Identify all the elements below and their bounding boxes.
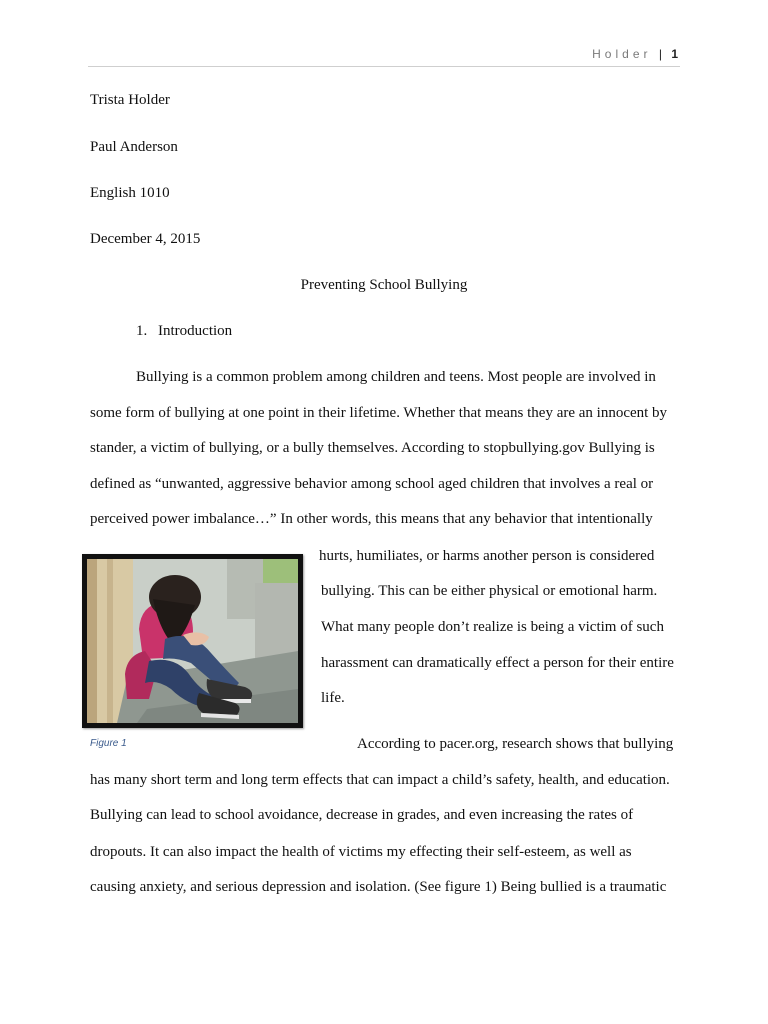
body-line: What many people don’t realize is being a victim of such (321, 619, 664, 635)
body-line: defined as “unwanted, aggressive behavior among school aged children that involves a real or (90, 476, 654, 492)
section-number: 1. (136, 323, 148, 339)
body-line: perceived power imbalance…” In other words, this means that any behavior that intentionally (90, 511, 653, 527)
body-line: hurts, humiliates, or harms another person is considered (319, 548, 655, 564)
body-line: Bullying can lead to school avoidance, decrease in grades, and even increasing the rates of (90, 807, 634, 823)
body-line: causing anxiety, and serious depression and isolation. (See figure 1) Being bullied is a traumatic (90, 879, 667, 895)
body-line: stander, a victim of bullying, or a bully themselves. According to stopbullying.gov Bullying is (90, 440, 655, 456)
body-line: dropouts. It can also impact the health of victims my effecting their self-esteem, as well as (90, 844, 632, 860)
page-number: 1 (671, 47, 678, 61)
running-head-name: Holder (592, 47, 652, 61)
paper-title: Preventing School Bullying (300, 277, 468, 293)
paper-date: December 4, 2015 (90, 231, 201, 247)
photo-sad-child-icon (87, 559, 298, 723)
body-line: bullying. This can be either physical or emotional harm. (321, 583, 658, 599)
figure-image (82, 554, 303, 728)
body-line: According to pacer.org, research shows that bullying (357, 736, 674, 752)
body-line: life. (321, 690, 345, 706)
section-label: Introduction (158, 323, 233, 339)
instructor-name: Paul Anderson (90, 139, 178, 155)
figure-caption: Figure 1 (90, 738, 127, 749)
body-line: Bullying is a common problem among children and teens. Most people are involved in (136, 369, 656, 385)
header-rule (88, 66, 680, 67)
body-line: has many short term and long term effects that can impact a child’s safety, health, and education. (90, 772, 670, 788)
section-heading (136, 323, 232, 340)
body-line: some form of bullying at one point in their lifetime. Whether that means they are an innocent by (90, 405, 668, 421)
course-name: English 1010 (90, 185, 170, 201)
student-name: Trista Holder (90, 92, 170, 108)
header-separator: | (658, 47, 662, 61)
body-line: harassment can dramatically effect a person for their entire (321, 655, 674, 671)
running-header (592, 47, 678, 61)
